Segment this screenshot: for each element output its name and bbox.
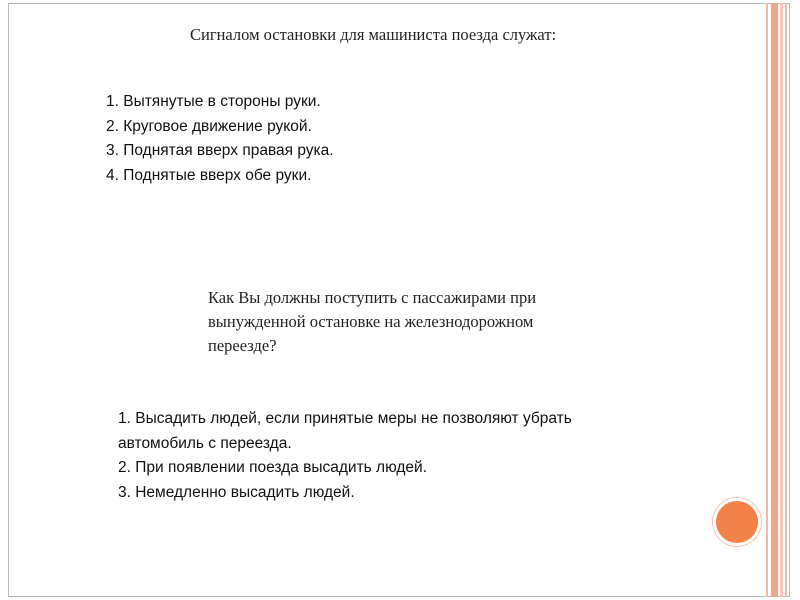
answer-item: 4. Поднятые вверх обе руки. [106,166,312,184]
answer-item: 3. Немедленно высадить людей. [118,483,355,501]
decorative-stripe [780,3,783,597]
question-1-text: Сигналом остановки для машиниста поезда служат: [190,25,557,44]
decorative-stripe [771,3,778,597]
answer-item: 2. Круговое движение рукой. [106,117,312,135]
answer-item: 1. Вытянутые в стороны руки. [106,93,321,110]
question-2-text: Как Вы должны поступить с пассажирами при вынужденной остановке на железнодорожном переезде? [208,288,537,355]
question-1-answers [106,90,526,188]
answer-item: 1. Высадить людей, если принятые меры не позволяют убрать автомобиль с переезда. [118,410,572,452]
answer-item: 3. Поднятая вверх правая рука. [106,142,334,159]
decorative-stripe [785,3,787,597]
decorative-stripe [766,3,768,597]
question-2-answers [118,407,658,505]
answer-item: 2. При появлении поезда высадить людей. [118,459,428,476]
decorative-circle [713,498,761,546]
